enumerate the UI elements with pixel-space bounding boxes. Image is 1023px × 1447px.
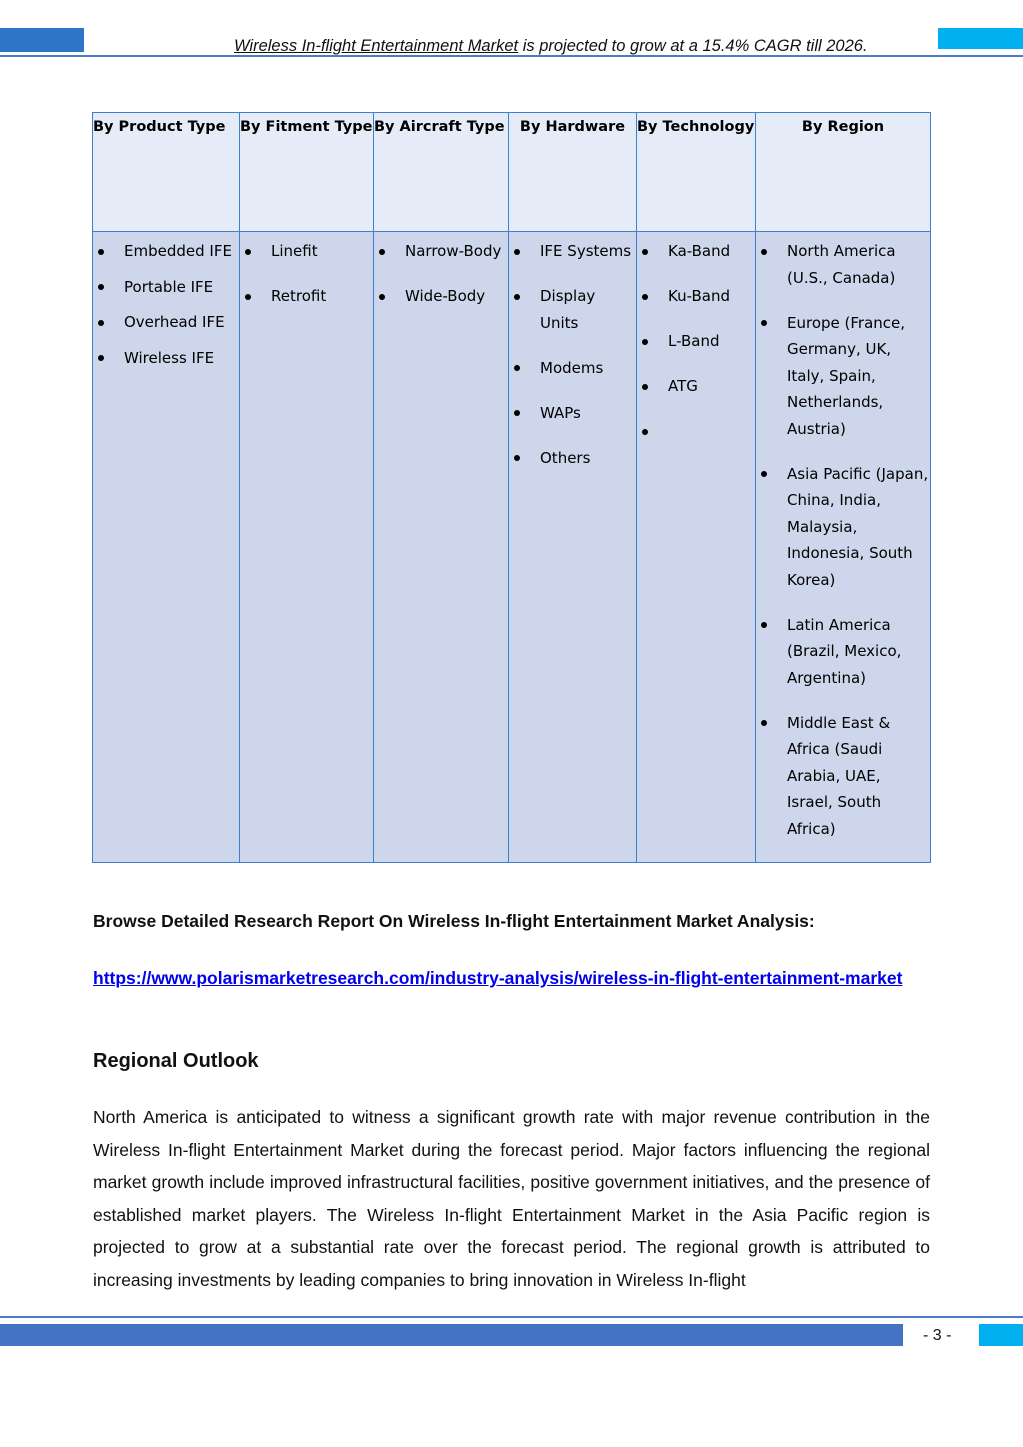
column-heading: By Aircraft Type: [374, 113, 509, 232]
list-item: Embedded IFE: [93, 238, 239, 265]
list-item: ATG: [637, 373, 755, 400]
table-header-row: [93, 113, 931, 232]
list-item: IFE Systems: [509, 238, 636, 265]
header-title: [234, 37, 924, 56]
list-item: Ku-Band: [637, 283, 755, 310]
list-item: L-Band: [637, 328, 755, 355]
header-rule: [0, 55, 1023, 57]
browse-report-heading: Browse Detailed Research Report On Wireless In-flight Entertainment Market Analysis:: [93, 911, 815, 931]
header-title-link-text: Wireless In-flight Entertainment Market: [234, 37, 519, 55]
column-heading: By Fitment Type: [240, 113, 374, 232]
hardware-cell: [509, 232, 637, 863]
segmentation-table: [92, 112, 931, 863]
list-item: WAPs: [509, 400, 636, 427]
list-item: Latin America (Brazil, Mexico, Argentina): [756, 612, 930, 692]
list-item: Retrofit: [240, 283, 373, 310]
column-heading: By Region: [756, 113, 931, 232]
section-title: Regional Outlook: [93, 1050, 259, 1072]
list-item: Modems: [509, 355, 636, 382]
list-item: Europe (France, Germany, UK, Italy, Spain, Netherlands, Austria): [756, 310, 930, 443]
fitment-type-list: [240, 238, 373, 310]
list-item: Portable IFE: [93, 274, 239, 301]
column-heading: By Product Type: [93, 113, 240, 232]
footer-bar: [0, 1324, 903, 1346]
column-heading: By Technology: [637, 113, 756, 232]
list-item: Others: [509, 445, 636, 472]
header-accent-block-right: [938, 28, 1023, 49]
product-type-list: [93, 238, 239, 371]
body-paragraph: North America is anticipated to witness a significant growth rate with major revenue contribution in the Wireless In-flight Entertainment Market during the forecast period. Major factors influencing the regional market growth include improved infrastructural facilities, positive government initiatives, and the presence of established market players. The Wireless In-flight Entertainment Market in the Asia Pacific region is projected to grow at a substantial rate over the forecast period. The regional growth is attributed to increasing investments by leading companies to bring innovation in Wireless In-flight: [93, 1107, 930, 1290]
footer-accent-block: [979, 1324, 1023, 1346]
list-item: Asia Pacific (Japan, China, India, Malaysia, Indonesia, South Korea): [756, 461, 930, 594]
list-item: [637, 418, 755, 445]
footer-rule: [0, 1316, 1023, 1318]
report-link[interactable]: https://www.polarismarketresearch.com/industry-analysis/wireless-in-flight-entertainment-market: [93, 968, 903, 988]
table-body-row: [93, 232, 931, 863]
list-item: Wide-Body: [374, 283, 508, 310]
list-item: Display Units: [509, 283, 636, 336]
list-item: Ka-Band: [637, 238, 755, 265]
list-item: Middle East & Africa (Saudi Arabia, UAE, Israel, South Africa): [756, 710, 930, 843]
list-item: North America (U.S., Canada): [756, 238, 930, 291]
page-number: - 3 -: [923, 1327, 952, 1344]
region-cell: [756, 232, 931, 863]
fitment-type-cell: [240, 232, 374, 863]
list-item: Linefit: [240, 238, 373, 265]
hardware-list: [509, 238, 636, 471]
technology-cell: [637, 232, 756, 863]
header-accent-block-left: [0, 28, 84, 52]
region-list: [756, 238, 930, 842]
aircraft-type-list: [374, 238, 508, 310]
list-item: Narrow-Body: [374, 238, 508, 265]
list-item: Wireless IFE: [93, 345, 239, 372]
list-item: Overhead IFE: [93, 309, 239, 336]
header-title-rest: is projected to grow at a 15.4% CAGR till 2026.: [518, 37, 868, 55]
product-type-cell: [93, 232, 240, 863]
column-heading: By Hardware: [509, 113, 637, 232]
aircraft-type-cell: [374, 232, 509, 863]
technology-list: [637, 238, 755, 445]
